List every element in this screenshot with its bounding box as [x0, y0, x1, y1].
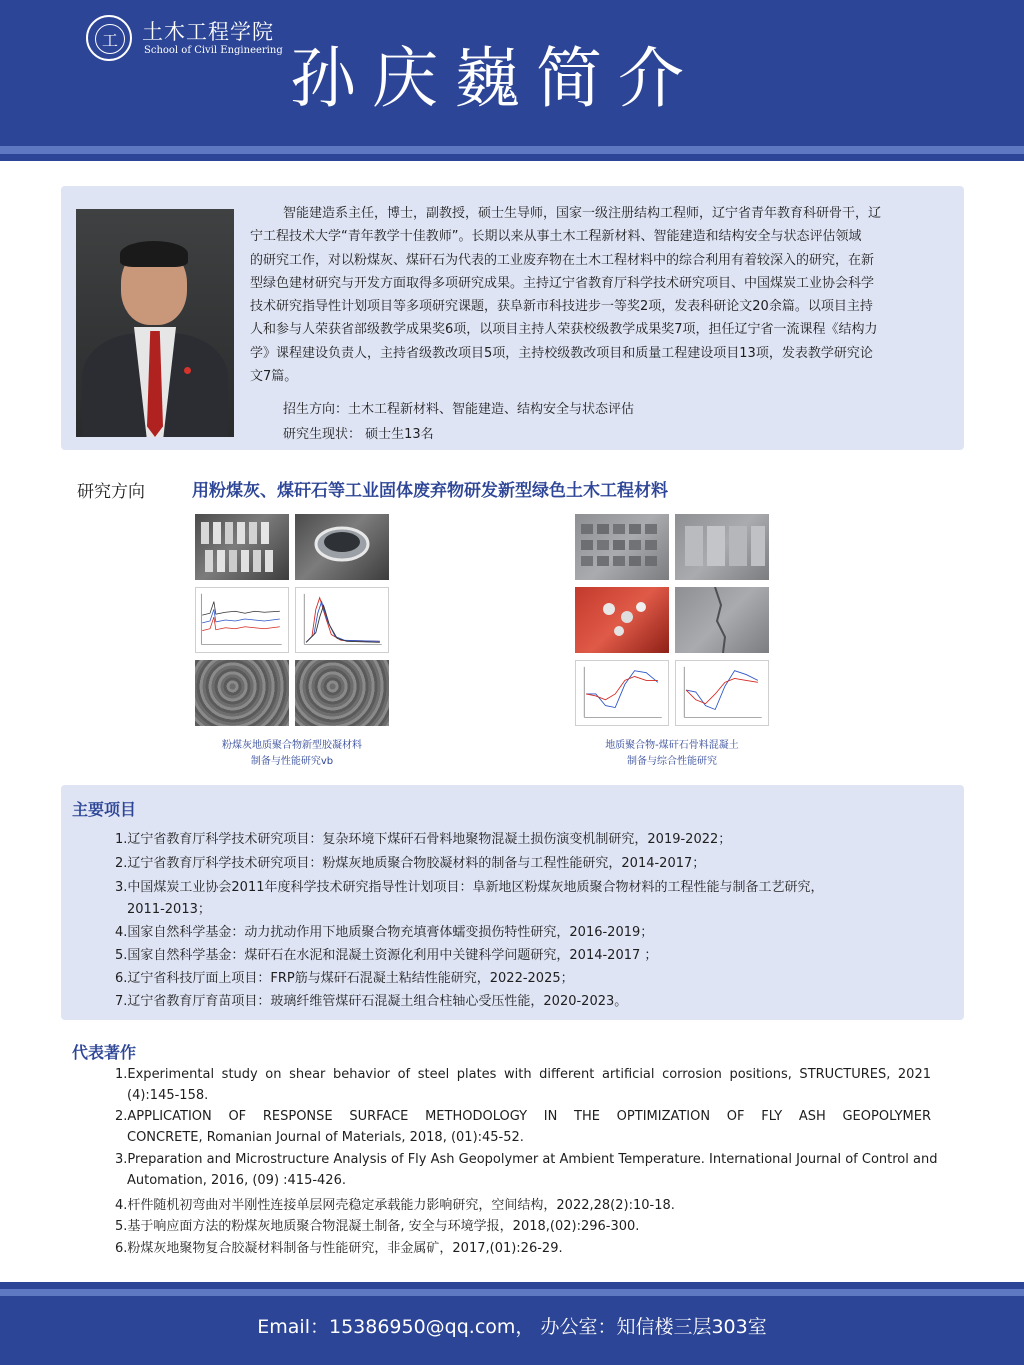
publication-line: Automation, 2016, (09) :415-426. [127, 1173, 346, 1188]
specimen-photo [195, 514, 289, 580]
footer-stripe-light [0, 1289, 1024, 1296]
enrollment-direction: 招生方向：土木工程新材料、智能建造、结构安全与状态评估 [283, 402, 635, 417]
bio-line: 技术研究指导性计划项目等多项研究课题，获阜新市科技进步一等奖2项，发表科研论文20余篇。以项目主持 [250, 299, 873, 315]
research-direction-title: 用粉煤灰、煤矸石等工业固体废弃物研发新型绿色土木工程材料 [192, 481, 668, 501]
contact-info[interactable]: Email：15386950@qq.com， 办公室：知信楼三层303室 [257, 1316, 767, 1338]
bio-paragraph [250, 202, 948, 388]
graduate-students: 研究生现状： 硕士生13名 [283, 427, 434, 442]
sample-handling-photo [575, 587, 669, 653]
publication-line: 2.APPLICATION OF RESPONSE SURFACE METHODOLOGY IN THE OPTIMIZATION OF FLY ASH GEOPOLYMER [115, 1109, 931, 1124]
test-curve-chart-image [575, 660, 669, 726]
logo-chinese-name: 土木工程学院 [142, 20, 274, 44]
project-item: 4.国家自然科学基金：动力扰动作用下地质聚合物充填膏体蠕变损伤特性研究，2016-2019； [115, 925, 654, 940]
sample-disc-photo [295, 514, 389, 580]
publication-line: 1.Experimental study on shear behavior of steel plates with different artificial corrosion positions, STRUCTURES, 2021 [115, 1067, 931, 1082]
caption-line: 粉煤灰地质聚合物新型胶凝材料 [222, 740, 362, 751]
school-logo[interactable] [86, 15, 283, 61]
caption-line: 制备与综合性能研究 [627, 756, 717, 767]
portrait-photo [76, 209, 234, 437]
fracture-surface-photo [675, 587, 769, 653]
project-item-continued: 2011-2013； [127, 902, 211, 917]
header-stripe-light [0, 146, 1024, 154]
publication-line: (4):145-158. [127, 1088, 209, 1103]
publication-item: 5.基于响应面方法的粉煤灰地质聚合物混凝土制备, 安全与环境学报，2018,(02):296-300. [115, 1219, 640, 1234]
header-stripe-dark [0, 154, 1024, 161]
caption-line: 地质聚合物-煤矸石骨料混凝土 [605, 740, 739, 751]
xrd-chart-image [195, 587, 289, 653]
project-item: 2.辽宁省教育厅科学技术研究项目：粉煤灰地质聚合物胶凝材料的制备与工程性能研究，2014-2017； [115, 856, 706, 871]
school-seal-icon: 工 [86, 15, 132, 61]
publication-line: 3.Preparation and Microstructure Analysis of Fly Ash Geopolymer at Ambient Temperature. International Journal of Control and [115, 1152, 938, 1167]
bio-line: 智能建造系主任，博士，副教授，硕士生导师，国家一级注册结构工程师，辽宁省青年教育科研骨干，辽 [283, 206, 882, 221]
projects-title: 主要项目 [72, 800, 137, 819]
research-direction-label: 研究方向 [77, 482, 145, 502]
publication-item [115, 1064, 931, 1106]
sem-image [295, 660, 389, 726]
right-figure-caption [572, 738, 772, 770]
bio-line: 人和参与人荣获省部级教学成果奖6项，以项目主持人荣获校级教学成果奖7项，担任辽宁省一流课程《结构力 [250, 322, 878, 338]
concrete-blocks-photo [575, 514, 669, 580]
publication-item: 4.杆件随机初弯曲对半刚性连接单层网壳稳定承载能力影响研究，空间结构，2022,28(2):10-18. [115, 1198, 675, 1213]
publications-title: 代表著作 [72, 1043, 137, 1062]
page-title: 孙庆巍简介 [290, 40, 700, 117]
publication-line: CONCRETE, Romanian Journal of Materials, 2018, (01):45-52. [127, 1130, 524, 1145]
bio-line: 型绿色建材研究与开发方面取得多项研究成果。主持辽宁省教育厅科学技术研究项目、中国煤炭工业协会科学 [250, 275, 875, 291]
project-item: 6.辽宁省科技厅面上项目：FRP筋与煤矸石混凝土粘结性能研究，2022-2025； [115, 971, 574, 986]
project-item: 1.辽宁省教育厅科学技术研究项目：复杂环境下煤矸石骨料地聚物混凝土损伤演变机制研究，2019-2022； [115, 832, 732, 847]
publication-item: 6.粉煤灰地聚物复合胶凝材料制备与性能研究，非金属矿，2017,(01):26-29. [115, 1241, 563, 1256]
caption-line: 制备与性能研究vb [250, 756, 334, 767]
bio-line: 文7篇。 [250, 369, 298, 385]
project-item: 7.辽宁省教育厅育苗项目：玻璃纤维管煤矸石混凝土组合柱轴心受压性能，2020-2023。 [115, 994, 628, 1009]
bio-line: 学》课程建设负责人，主持省级教改项目5项，主持校级教改项目和质量工程建设项目13项，发表教学研究论 [250, 345, 873, 361]
header-banner [0, 0, 1024, 146]
concrete-prisms-photo [675, 514, 769, 580]
bio-line: 的研究工作，对以粉煤灰、煤矸石为代表的工业废弃物在土木工程材料中的综合利用有着较深入的研究，在新 [250, 252, 875, 268]
project-item: 3.中国煤炭工业协会2011年度科学技术研究指导性计划项目：阜新地区粉煤灰地质聚合物材料的工程性能与制备工艺研究， [115, 880, 824, 895]
logo-english-name: School of Civil Engineering [144, 45, 283, 56]
test-curve-chart-image [675, 660, 769, 726]
publication-item [115, 1149, 938, 1191]
bio-line: 宁工程技术大学“青年教学十佳教师”。长期以来从事土木工程新材料、智能建造和结构安全与状态评估领域 [250, 229, 862, 245]
footer-stripe-dark [0, 1282, 1024, 1289]
publication-item [115, 1106, 931, 1148]
footer-bar [0, 1296, 1024, 1365]
sem-image [195, 660, 289, 726]
heat-flow-chart-image [295, 587, 389, 653]
project-item: 5.国家自然科学基金：煤矸石在水泥和混凝土资源化利用中关键科学问题研究，2014-2017 ； [115, 948, 658, 963]
left-figure-caption [192, 738, 392, 770]
